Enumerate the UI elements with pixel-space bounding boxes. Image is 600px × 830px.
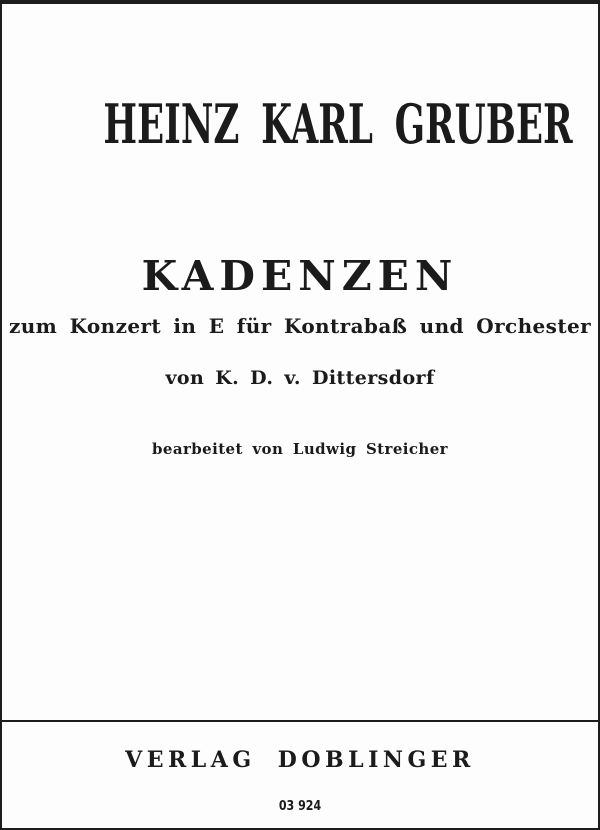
plate-number: 03 924 <box>278 799 322 814</box>
publisher-name: VERLAG DOBLINGER <box>125 747 475 773</box>
horizontal-divider <box>2 720 598 722</box>
arranger-line: bearbeitet von Ludwig Streicher <box>152 440 448 458</box>
author-name: HEINZ KARL GRUBER <box>103 92 573 156</box>
composer-line: von K. D. v. Dittersdorf <box>165 367 435 389</box>
work-title: KADENZEN <box>141 252 459 300</box>
work-subtitle: zum Konzert in E für Kontrabaß und Orchester <box>8 314 592 338</box>
